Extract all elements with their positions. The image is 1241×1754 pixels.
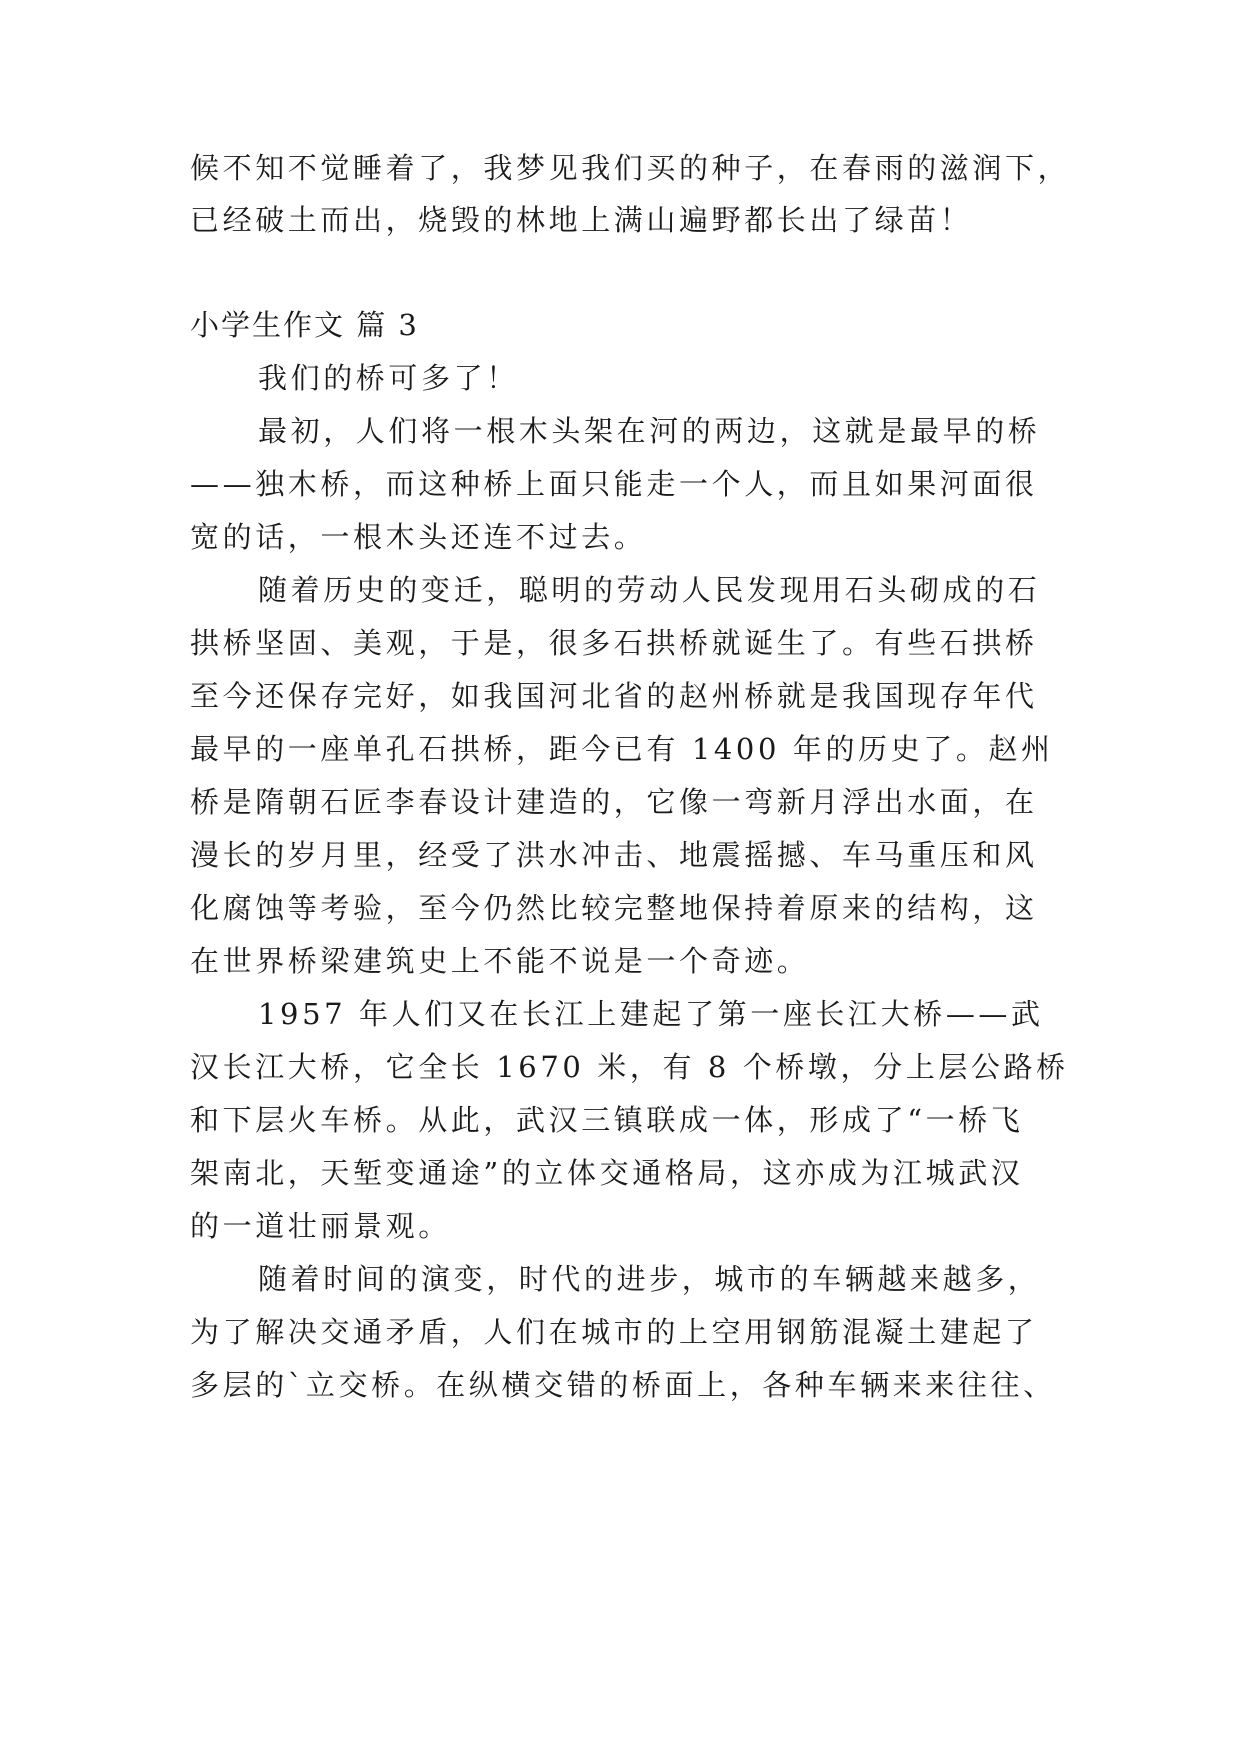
paragraph-first-line: 随着历史的变迁，聪明的劳动人民发现用石头砌成的石 (258, 573, 1041, 607)
text-line: 的一道壮丽景观。 (190, 1209, 451, 1243)
text-line: 和下层火车桥。从此，武汉三镇联成一体，形成了“一桥飞 (190, 1103, 1024, 1137)
text-line: 拱桥坚固、美观，于是，很多石拱桥就诞生了。有些石拱桥 (190, 626, 1038, 660)
text-line: 桥是隋朝石匠李春设计建造的，它像一弯新月浮出水面，在 (190, 785, 1038, 819)
text-line: 最早的一座单孔石拱桥，距今已有 1400 年的历史了。赵州 (190, 732, 1054, 766)
paragraph-first-line: 1957 年人们又在长江上建起了第一座长江大桥——武 (258, 997, 1044, 1031)
text-line: 候不知不觉睡着了，我梦见我们买的种子，在春雨的滋润下， (190, 151, 1071, 185)
text-line: 已经破土而出，烧毁的林地上满山遍野都长出了绿苗！ (190, 203, 973, 237)
paragraph-first-line: 最初，人们将一根木头架在河的两边，这就是最早的桥 (258, 414, 1041, 448)
text-line: 为了解决交通矛盾，人们在城市的上空用钢筋混凝土建起了 (190, 1315, 1038, 1349)
section-heading: 小学生作文 篇 3 (190, 308, 419, 342)
text-line: 汉长江大桥，它全长 1670 米，有 8 个桥墩，分上层公路桥 (190, 1050, 1069, 1084)
text-line: 至今还保存完好，如我国河北省的赵州桥就是我国现存年代 (190, 679, 1038, 713)
text-line: 多层的`立交桥。在纵横交错的桥面上，各种车辆来来往往、 (190, 1368, 1056, 1402)
paragraph-first-line: 我们的桥可多了！ (258, 361, 519, 395)
text-line: 宽的话，一根木头还连不过去。 (190, 520, 647, 554)
paragraph-first-line: 随着时间的演变，时代的进步，城市的车辆越来越多， (258, 1262, 1041, 1296)
text-line: 漫长的岁月里，经受了洪水冲击、地震摇撼、车马重压和风 (190, 838, 1038, 872)
text-line: ——独木桥，而这种桥上面只能走一个人，而且如果河面很 (190, 467, 1038, 501)
text-line: 化腐蚀等考验，至今仍然比较完整地保持着原来的结构，这 (190, 891, 1038, 925)
text-line: 架南北，天堑变通途”的立体交通格局，这亦成为江城武汉 (190, 1156, 1024, 1190)
text-line: 在世界桥梁建筑史上不能不说是一个奇迹。 (190, 944, 810, 978)
